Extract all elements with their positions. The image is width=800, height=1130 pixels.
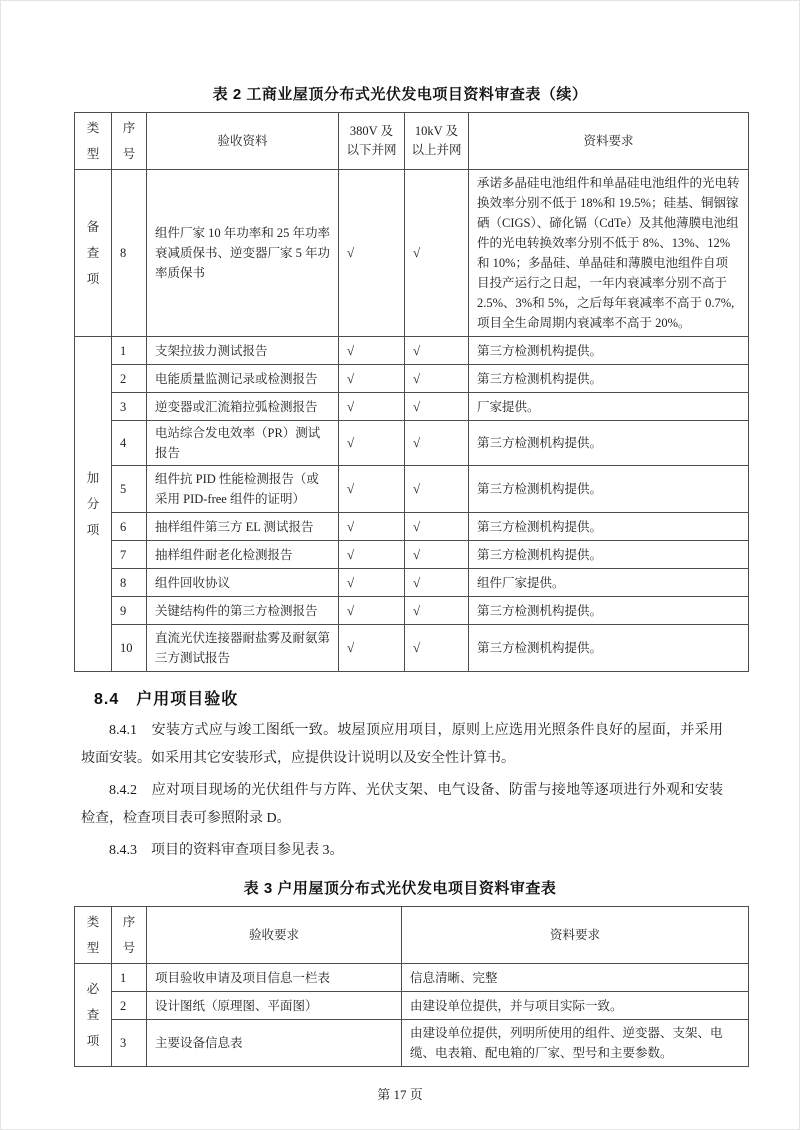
- check-380v: √: [339, 466, 405, 513]
- row-requirement: 组件厂家提供。: [469, 569, 749, 597]
- row-no: 5: [112, 466, 147, 513]
- row-requirement: 第三方检测机构提供。: [469, 365, 749, 393]
- row-material: 支架拉拔力测试报告: [147, 337, 339, 365]
- check-380v: √: [339, 170, 405, 337]
- table3: [74, 906, 749, 1067]
- row-requirement: 第三方检测机构提供。: [469, 513, 749, 541]
- row-no: 2: [112, 365, 147, 393]
- check-10kv: √: [405, 421, 469, 466]
- row-requirement: 厂家提供。: [469, 393, 749, 421]
- row-material: 关键结构件的第三方检测报告: [147, 597, 339, 625]
- row-material: 电能质量监测记录或检测报告: [147, 365, 339, 393]
- check-10kv: √: [405, 625, 469, 672]
- table2-row-bonus-5: [75, 466, 749, 513]
- row-material: 逆变器或汇流箱拉弧检测报告: [147, 393, 339, 421]
- table2-row-bonus-6: [75, 513, 749, 541]
- row-no: 1: [112, 964, 147, 992]
- check-380v: √: [339, 541, 405, 569]
- group-label-archive: 备查项: [75, 170, 112, 337]
- row-requirement: 第三方检测机构提供。: [469, 541, 749, 569]
- row-no: 10: [112, 625, 147, 672]
- table3-col-material-req: 资料要求: [402, 907, 749, 964]
- table2-row-bonus-9: [75, 597, 749, 625]
- row-material: 组件厂家 10 年功率和 25 年功率衰减质保书、逆变器厂家 5 年功率质保书: [147, 170, 339, 337]
- check-380v: √: [339, 337, 405, 365]
- table3-row-1: [75, 964, 749, 992]
- row-accept-req: 项目验收申请及项目信息一栏表: [147, 964, 402, 992]
- check-10kv: √: [405, 541, 469, 569]
- row-requirement: 第三方检测机构提供。: [469, 466, 749, 513]
- col-380v-line1: 380V 及: [349, 124, 394, 138]
- row-no: 8: [112, 170, 147, 337]
- group-label-bonus: 加分项: [75, 337, 112, 672]
- row-accept-req: 设计图纸（原理图、平面图）: [147, 992, 402, 1020]
- table2-row-bonus-8: [75, 569, 749, 597]
- table2-col-material: 验收资料: [147, 113, 339, 170]
- check-10kv: √: [405, 513, 469, 541]
- table3-col-type: 类型: [75, 907, 112, 964]
- table3-header-row: [75, 907, 749, 964]
- check-380v: √: [339, 513, 405, 541]
- check-380v: √: [339, 365, 405, 393]
- page-number: 第 17 页: [377, 1087, 423, 1102]
- row-accept-req: 主要设备信息表: [147, 1020, 402, 1067]
- section-heading-8-4: 8.4 户用项目验收: [94, 691, 239, 708]
- row-no: 4: [112, 421, 147, 466]
- table2-col-requirement: 资料要求: [469, 113, 749, 170]
- row-requirement: 第三方检测机构提供。: [469, 597, 749, 625]
- check-10kv: √: [405, 466, 469, 513]
- table2-row-bonus-7: [75, 541, 749, 569]
- group-label-mandatory: 必查项: [75, 964, 112, 1067]
- check-10kv: √: [405, 337, 469, 365]
- check-10kv: √: [405, 365, 469, 393]
- col-10kv-line2: 以上并网: [411, 143, 462, 157]
- table3-row-3: [75, 1020, 749, 1067]
- row-material-req: 由建设单位提供，列明所使用的组件、逆变器、支架、电缆、电表箱、配电箱的厂家、型号和主要参数。: [402, 1020, 749, 1067]
- table2-col-10kv: [405, 113, 469, 170]
- check-380v: √: [339, 569, 405, 597]
- table2-row-bonus-4: [75, 421, 749, 466]
- col-380v-line2: 以下并网: [346, 143, 397, 157]
- row-material: 抽样组件耐老化检测报告: [147, 541, 339, 569]
- table2-row-bonus-10: [75, 625, 749, 672]
- paragraph-8-4-2: 8.4.2 应对项目现场的光伏组件与方阵、光伏支架、电气设备、防雷与接地等逐项进行外观和安装检查，检查项目表可参照附录 D。: [81, 783, 723, 826]
- check-10kv: √: [405, 393, 469, 421]
- check-380v: √: [339, 421, 405, 466]
- check-380v: √: [339, 597, 405, 625]
- row-no: 9: [112, 597, 147, 625]
- row-requirement: 第三方检测机构提供。: [469, 625, 749, 672]
- paragraph-8-4-3: 8.4.3 项目的资料审查项目参见表 3。: [109, 843, 344, 858]
- check-10kv: √: [405, 569, 469, 597]
- row-no: 7: [112, 541, 147, 569]
- row-requirement: 第三方检测机构提供。: [469, 421, 749, 466]
- row-requirement: 第三方检测机构提供。: [469, 337, 749, 365]
- row-requirement: 承诺多晶硅电池组件和单晶硅电池组件的光电转换效率分别不低于 18%和 19.5%；硅基、铜铟镓硒（CIGS）、碲化镉（CdTe）及其他薄膜电池组件的光电转换效率分别不低于 8%、13%、12%和 10%；多晶硅、单晶硅和薄膜电池组件自项目投产运行之日起，一年内衰减率分别不高于 2.5%、3%和 5%，之后每年衰减率不高于 0.7%,项目全生命周期内衰减率不高于 20%。: [469, 170, 749, 337]
- col-10kv-line1: 10kV 及: [414, 124, 459, 138]
- row-material: 直流光伏连接器耐盐雾及耐氨第三方测试报告: [147, 625, 339, 672]
- table2-col-380v: [339, 113, 405, 170]
- table2: [74, 112, 749, 672]
- row-no: 1: [112, 337, 147, 365]
- table2-row-bonus-3: [75, 393, 749, 421]
- table2-row-bonus-1: [75, 337, 749, 365]
- row-material: 电站综合发电效率（PR）测试报告: [147, 421, 339, 466]
- table3-row-2: [75, 992, 749, 1020]
- row-no: 8: [112, 569, 147, 597]
- row-no: 6: [112, 513, 147, 541]
- table2-header-row: [75, 113, 749, 170]
- table3-col-accept-req: 验收要求: [147, 907, 402, 964]
- check-10kv: √: [405, 170, 469, 337]
- row-no: 3: [112, 1020, 147, 1067]
- row-no: 2: [112, 992, 147, 1020]
- table2-col-no: 序号: [112, 113, 147, 170]
- row-material: 组件回收协议: [147, 569, 339, 597]
- table2-row-archive-8: [75, 170, 749, 337]
- check-380v: √: [339, 625, 405, 672]
- row-material: 组件抗 PID 性能检测报告（或采用 PID-free 组件的证明）: [147, 466, 339, 513]
- table2-col-type: 类型: [75, 113, 112, 170]
- paragraph-8-4-1: 8.4.1 安装方式应与竣工图纸一致。坡屋顶应用项目，原则上应选用光照条件良好的屋面，并采用坡面安装。如采用其它安装形式，应提供设计说明以及安全性计算书。: [81, 723, 723, 766]
- table3-col-no: 序号: [112, 907, 147, 964]
- check-380v: √: [339, 393, 405, 421]
- table3-title: 表 3 户用屋顶分布式光伏发电项目资料审查表: [243, 880, 557, 897]
- table2-row-bonus-2: [75, 365, 749, 393]
- row-material-req: 由建设单位提供，并与项目实际一致。: [402, 992, 749, 1020]
- table2-title: 表 2 工商业屋顶分布式光伏发电项目资料审查表（续）: [212, 86, 588, 103]
- check-10kv: √: [405, 597, 469, 625]
- row-no: 3: [112, 393, 147, 421]
- row-material: 抽样组件第三方 EL 测试报告: [147, 513, 339, 541]
- row-material-req: 信息清晰、完整: [402, 964, 749, 992]
